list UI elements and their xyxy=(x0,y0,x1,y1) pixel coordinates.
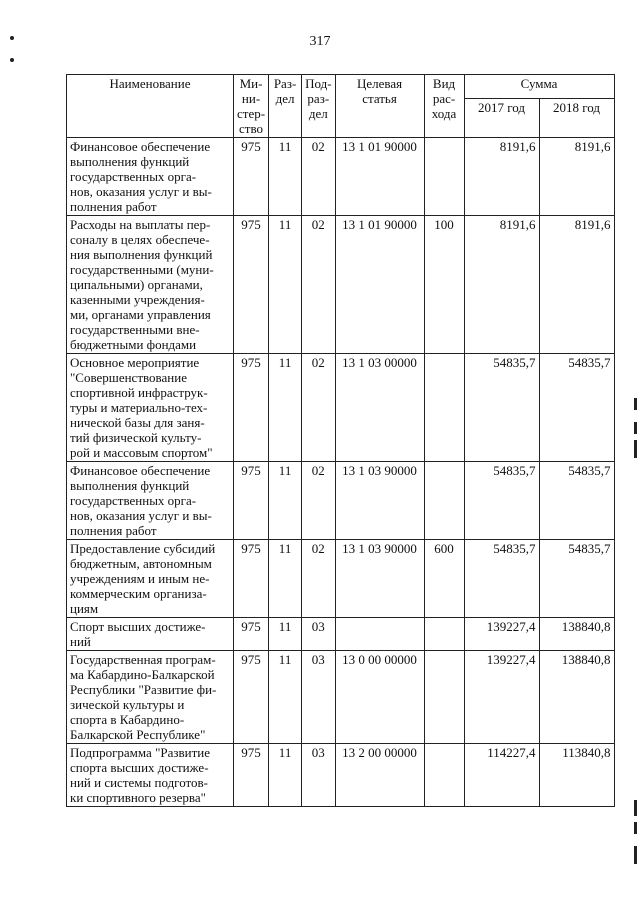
scan-edge-mark xyxy=(634,398,637,410)
row-expense-type xyxy=(424,651,464,744)
row-sum-2018: 54835,7 xyxy=(539,540,614,618)
row-name: Предоставление субсидий бюджетным, автономным учреждениям и иным не- коммерческим организа- циям xyxy=(67,540,234,618)
header-expense-type: Вид рас- хода xyxy=(424,75,464,138)
row-sum-2017: 54835,7 xyxy=(464,354,539,462)
table-row xyxy=(67,744,615,807)
row-subsection: 03 xyxy=(302,651,335,744)
table-row xyxy=(67,216,615,354)
row-target-item: 13 1 03 90000 xyxy=(335,540,424,618)
row-expense-type xyxy=(424,462,464,540)
table-row xyxy=(67,138,615,216)
scan-edge-mark xyxy=(634,440,637,458)
row-name: Спорт высших достиже- ний xyxy=(67,618,234,651)
budget-table xyxy=(66,74,615,807)
header-year-2017: 2017 год xyxy=(464,99,539,138)
row-sum-2017: 139227,4 xyxy=(464,618,539,651)
row-sum-2018: 54835,7 xyxy=(539,462,614,540)
row-sum-2018: 54835,7 xyxy=(539,354,614,462)
header-target-item: Целевая статья xyxy=(335,75,424,138)
table-row xyxy=(67,651,615,744)
table-body xyxy=(67,138,615,807)
row-target-item xyxy=(335,618,424,651)
row-sum-2017: 54835,7 xyxy=(464,540,539,618)
row-section: 11 xyxy=(269,216,302,354)
header-subsection: Под- раз- дел xyxy=(302,75,335,138)
scan-edge-mark xyxy=(634,422,637,434)
row-sum-2017: 139227,4 xyxy=(464,651,539,744)
row-sum-2018: 138840,8 xyxy=(539,618,614,651)
row-subsection: 02 xyxy=(302,354,335,462)
row-expense-type xyxy=(424,618,464,651)
table-row xyxy=(67,354,615,462)
header-name: Наименование xyxy=(67,75,234,138)
row-name: Государственная програм- ма Кабардино-Балкарской Республики "Развитие фи- зической культуры и спорта в Кабардино- Балкарской Республике" xyxy=(67,651,234,744)
row-ministry: 975 xyxy=(234,651,269,744)
header-sum: Сумма xyxy=(464,75,614,99)
row-subsection: 02 xyxy=(302,462,335,540)
scan-edge-mark xyxy=(634,800,637,816)
row-subsection: 02 xyxy=(302,216,335,354)
row-name: Финансовое обеспечение выполнения функций государственных орга- нов, оказания услуг и вы- полнения работ xyxy=(67,462,234,540)
row-sum-2018: 113840,8 xyxy=(539,744,614,807)
table-row xyxy=(67,540,615,618)
row-section: 11 xyxy=(269,138,302,216)
row-subsection: 02 xyxy=(302,138,335,216)
row-ministry: 975 xyxy=(234,744,269,807)
row-expense-type: 100 xyxy=(424,216,464,354)
row-expense-type xyxy=(424,354,464,462)
row-ministry: 975 xyxy=(234,216,269,354)
row-target-item: 13 1 03 90000 xyxy=(335,462,424,540)
row-sum-2017: 114227,4 xyxy=(464,744,539,807)
row-target-item: 13 0 00 00000 xyxy=(335,651,424,744)
row-expense-type xyxy=(424,138,464,216)
row-expense-type: 600 xyxy=(424,540,464,618)
row-section: 11 xyxy=(269,651,302,744)
row-section: 11 xyxy=(269,354,302,462)
page-number: 317 xyxy=(309,34,331,49)
row-subsection: 03 xyxy=(302,618,335,651)
row-sum-2018: 8191,6 xyxy=(539,138,614,216)
scan-edge-mark xyxy=(634,846,637,864)
row-subsection: 03 xyxy=(302,744,335,807)
row-name: Подпрограмма "Развитие спорта высших достиже- ний и системы подготов- ки спортивного резерва" xyxy=(67,744,234,807)
row-sum-2017: 8191,6 xyxy=(464,216,539,354)
row-section: 11 xyxy=(269,540,302,618)
row-sum-2018: 138840,8 xyxy=(539,651,614,744)
row-sum-2018: 8191,6 xyxy=(539,216,614,354)
row-ministry: 975 xyxy=(234,354,269,462)
row-ministry: 975 xyxy=(234,540,269,618)
row-sum-2017: 54835,7 xyxy=(464,462,539,540)
row-expense-type xyxy=(424,744,464,807)
header-section: Раз- дел xyxy=(269,75,302,138)
row-ministry: 975 xyxy=(234,618,269,651)
row-subsection: 02 xyxy=(302,540,335,618)
row-target-item: 13 1 03 00000 xyxy=(335,354,424,462)
row-sum-2017: 8191,6 xyxy=(464,138,539,216)
row-ministry: 975 xyxy=(234,462,269,540)
row-section: 11 xyxy=(269,618,302,651)
scan-edge-mark xyxy=(634,822,637,834)
header-ministry: Ми- ни- стер- ство xyxy=(234,75,269,138)
row-name: Финансовое обеспечение выполнения функций государственных орга- нов, оказания услуг и вы- полнения работ xyxy=(67,138,234,216)
row-target-item: 13 1 01 90000 xyxy=(335,216,424,354)
row-section: 11 xyxy=(269,744,302,807)
row-name: Расходы на выплаты пер- соналу в целях обеспече- ния выполнения функций государственными (муни- ципальными) органами, казенными учреждения- ми, органами управления государственными вне- бюджетными фондами xyxy=(67,216,234,354)
table-row xyxy=(67,462,615,540)
row-ministry: 975 xyxy=(234,138,269,216)
row-target-item: 13 1 01 90000 xyxy=(335,138,424,216)
row-name: Основное мероприятие "Совершенствование спортивной инфраструк- туры и материально-тех- нической базы для заня- тий физической культу- рой и массовым спортом" xyxy=(67,354,234,462)
row-target-item: 13 2 00 00000 xyxy=(335,744,424,807)
header-year-2018: 2018 год xyxy=(539,99,614,138)
row-section: 11 xyxy=(269,462,302,540)
table-row xyxy=(67,618,615,651)
margin-dot xyxy=(10,58,14,62)
